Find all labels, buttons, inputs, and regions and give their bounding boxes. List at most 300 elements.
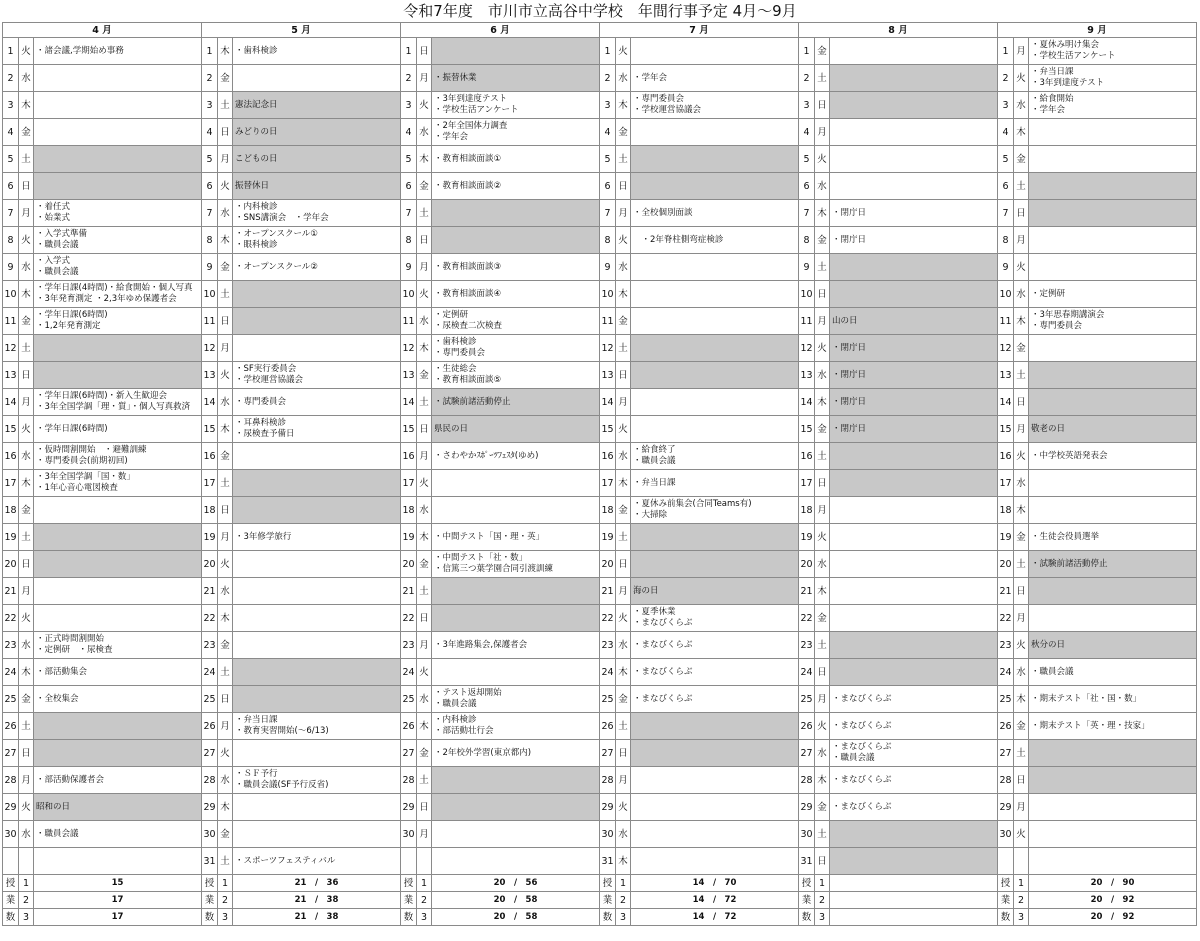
month-header: 5 月 bbox=[202, 23, 401, 38]
day-number: 15 bbox=[3, 416, 19, 443]
day-number: 5 bbox=[401, 146, 417, 173]
weekday: 金 bbox=[815, 794, 830, 821]
day-number: 20 bbox=[998, 551, 1014, 578]
event-cell: ・試験前諸活動停止 bbox=[1029, 551, 1197, 578]
day-number: 25 bbox=[799, 686, 815, 713]
day-row bbox=[3, 686, 1197, 713]
event-cell: ・諸会議,学期始め事務 bbox=[34, 38, 202, 65]
weekday: 木 bbox=[616, 848, 631, 875]
weekday: 金 bbox=[417, 551, 432, 578]
weekday: 火 bbox=[19, 416, 34, 443]
day-number: 10 bbox=[3, 281, 19, 308]
weekday: 水 bbox=[19, 821, 34, 848]
day-number: 26 bbox=[998, 713, 1014, 740]
event-cell bbox=[432, 848, 600, 875]
weekday: 水 bbox=[616, 65, 631, 92]
event-cell bbox=[34, 551, 202, 578]
weekday: 月 bbox=[815, 497, 830, 524]
day-number: 21 bbox=[202, 578, 218, 605]
day-number: 28 bbox=[202, 767, 218, 794]
event-cell: ・内科検診 ・SNS講演会 ・学年会 bbox=[233, 200, 401, 227]
day-number: 24 bbox=[401, 659, 417, 686]
weekday: 火 bbox=[218, 362, 233, 389]
weekday: 水 bbox=[1014, 470, 1029, 497]
event-cell: ・入学式準備 ・職員会議 bbox=[34, 227, 202, 254]
day-number: 2 bbox=[998, 65, 1014, 92]
event-cell: ・3年到達度テスト ・学校生活アンケート bbox=[432, 92, 600, 119]
event-cell bbox=[830, 443, 998, 470]
weekday: 金 bbox=[1014, 524, 1029, 551]
day-number: 9 bbox=[202, 254, 218, 281]
weekday: 月 bbox=[1014, 38, 1029, 65]
day-number: 14 bbox=[998, 389, 1014, 416]
event-cell: ・閉庁日 bbox=[830, 362, 998, 389]
day-number: 7 bbox=[600, 200, 616, 227]
event-cell: ・まなびくらぶ bbox=[830, 794, 998, 821]
day-number: 3 bbox=[202, 92, 218, 119]
weekday: 月 bbox=[19, 389, 34, 416]
weekday: 金 bbox=[218, 443, 233, 470]
day-number: 23 bbox=[799, 632, 815, 659]
weekday: 木 bbox=[616, 470, 631, 497]
lesson-count-label: 数 bbox=[998, 909, 1014, 926]
event-cell: ・給食開始 ・学年会 bbox=[1029, 92, 1197, 119]
weekday: 土 bbox=[218, 659, 233, 686]
event-cell: ・生徒総会 ・教育相談面談⑤ bbox=[432, 362, 600, 389]
day-number: 30 bbox=[202, 821, 218, 848]
weekday: 金 bbox=[815, 227, 830, 254]
event-cell bbox=[830, 38, 998, 65]
weekday: 水 bbox=[218, 200, 233, 227]
weekday: 日 bbox=[417, 38, 432, 65]
day-number: 13 bbox=[202, 362, 218, 389]
grade-number: 3 bbox=[616, 909, 631, 926]
weekday: 火 bbox=[1014, 821, 1029, 848]
event-cell bbox=[34, 497, 202, 524]
lesson-count-value: 20 / 58 bbox=[432, 892, 600, 909]
lesson-count-label: 授 bbox=[799, 875, 815, 892]
day-number: 8 bbox=[3, 227, 19, 254]
day-number: 22 bbox=[799, 605, 815, 632]
weekday bbox=[1014, 848, 1029, 875]
weekday: 土 bbox=[417, 389, 432, 416]
weekday: 日 bbox=[815, 848, 830, 875]
event-cell: 敬老の日 bbox=[1029, 416, 1197, 443]
day-number: 17 bbox=[799, 470, 815, 497]
day-number: 3 bbox=[799, 92, 815, 119]
weekday: 火 bbox=[417, 281, 432, 308]
day-number: 26 bbox=[3, 713, 19, 740]
event-cell: ・期末テスト「社・国・数」 bbox=[1029, 686, 1197, 713]
weekday: 土 bbox=[1014, 740, 1029, 767]
day-number: 22 bbox=[3, 605, 19, 632]
day-number: 19 bbox=[202, 524, 218, 551]
day-number: 11 bbox=[799, 308, 815, 335]
event-cell: ・まなびくらぶ ・職員会議 bbox=[830, 740, 998, 767]
day-number: 12 bbox=[998, 335, 1014, 362]
weekday: 水 bbox=[417, 308, 432, 335]
grade-number: 1 bbox=[19, 875, 34, 892]
event-cell bbox=[233, 308, 401, 335]
weekday: 木 bbox=[218, 605, 233, 632]
event-cell bbox=[830, 146, 998, 173]
event-cell: ・教育相談面談④ bbox=[432, 281, 600, 308]
day-number: 6 bbox=[998, 173, 1014, 200]
day-number: 4 bbox=[799, 119, 815, 146]
day-number: 24 bbox=[600, 659, 616, 686]
day-number: 22 bbox=[202, 605, 218, 632]
day-number: 12 bbox=[401, 335, 417, 362]
event-cell: ・仮時間割開始 ・避難訓練 ・専門委員会(前期初回) bbox=[34, 443, 202, 470]
day-number: 9 bbox=[799, 254, 815, 281]
month-header: 7 月 bbox=[600, 23, 799, 38]
day-number: 3 bbox=[600, 92, 616, 119]
event-cell bbox=[34, 578, 202, 605]
day-number: 31 bbox=[600, 848, 616, 875]
day-number: 7 bbox=[3, 200, 19, 227]
event-cell: ・3年進路集会,保護者会 bbox=[432, 632, 600, 659]
weekday: 金 bbox=[1014, 335, 1029, 362]
event-cell: ・給食終了 ・職員会議 bbox=[631, 443, 799, 470]
event-cell: ・教育相談面談① bbox=[432, 146, 600, 173]
weekday: 土 bbox=[218, 92, 233, 119]
grade-number: 1 bbox=[616, 875, 631, 892]
day-number: 21 bbox=[998, 578, 1014, 605]
day-number: 20 bbox=[202, 551, 218, 578]
day-number: 25 bbox=[998, 686, 1014, 713]
day-number: 8 bbox=[799, 227, 815, 254]
weekday: 金 bbox=[616, 308, 631, 335]
day-row bbox=[3, 848, 1197, 875]
event-cell bbox=[233, 821, 401, 848]
event-cell bbox=[631, 335, 799, 362]
weekday: 月 bbox=[218, 146, 233, 173]
weekday: 土 bbox=[815, 65, 830, 92]
weekday: 木 bbox=[1014, 308, 1029, 335]
event-cell: ・弁当日課 bbox=[631, 470, 799, 497]
lesson-count-label: 数 bbox=[401, 909, 417, 926]
weekday: 水 bbox=[616, 821, 631, 848]
day-number: 30 bbox=[401, 821, 417, 848]
event-cell: 海の日 bbox=[631, 578, 799, 605]
day-number bbox=[998, 848, 1014, 875]
day-number: 1 bbox=[401, 38, 417, 65]
event-cell bbox=[432, 578, 600, 605]
lesson-count-label: 数 bbox=[202, 909, 218, 926]
day-number: 26 bbox=[600, 713, 616, 740]
day-number: 29 bbox=[401, 794, 417, 821]
event-cell: ・試験前諸活動停止 bbox=[432, 389, 600, 416]
event-cell: こどもの日 bbox=[233, 146, 401, 173]
day-number: 16 bbox=[600, 443, 616, 470]
weekday: 金 bbox=[616, 686, 631, 713]
day-number: 5 bbox=[3, 146, 19, 173]
event-cell: ・弁当日課 ・3年到達度テスト bbox=[1029, 65, 1197, 92]
weekday: 土 bbox=[616, 524, 631, 551]
weekday: 水 bbox=[218, 578, 233, 605]
day-number: 23 bbox=[600, 632, 616, 659]
event-cell: ・入学式 ・職員会議 bbox=[34, 254, 202, 281]
day-number: 9 bbox=[401, 254, 417, 281]
day-number: 22 bbox=[401, 605, 417, 632]
event-cell bbox=[1029, 740, 1197, 767]
event-cell bbox=[631, 308, 799, 335]
weekday: 金 bbox=[19, 686, 34, 713]
day-number: 2 bbox=[401, 65, 417, 92]
weekday: 火 bbox=[417, 92, 432, 119]
weekday: 日 bbox=[19, 173, 34, 200]
weekday: 土 bbox=[616, 146, 631, 173]
weekday: 水 bbox=[218, 389, 233, 416]
weekday: 土 bbox=[218, 848, 233, 875]
weekday: 日 bbox=[218, 119, 233, 146]
weekday: 水 bbox=[417, 686, 432, 713]
event-cell: 憲法記念日 bbox=[233, 92, 401, 119]
event-cell bbox=[1029, 821, 1197, 848]
day-number: 23 bbox=[998, 632, 1014, 659]
weekday: 月 bbox=[417, 254, 432, 281]
weekday: 金 bbox=[417, 362, 432, 389]
day-number: 24 bbox=[3, 659, 19, 686]
day-number: 12 bbox=[202, 335, 218, 362]
weekday: 月 bbox=[218, 335, 233, 362]
day-number: 11 bbox=[998, 308, 1014, 335]
day-number: 13 bbox=[998, 362, 1014, 389]
event-cell bbox=[1029, 794, 1197, 821]
day-number: 18 bbox=[202, 497, 218, 524]
day-number: 10 bbox=[401, 281, 417, 308]
month-header: 8 月 bbox=[799, 23, 998, 38]
event-cell bbox=[830, 848, 998, 875]
day-number: 20 bbox=[799, 551, 815, 578]
day-row bbox=[3, 497, 1197, 524]
lesson-count-label: 数 bbox=[799, 909, 815, 926]
weekday: 水 bbox=[616, 443, 631, 470]
weekday: 水 bbox=[616, 254, 631, 281]
weekday: 土 bbox=[417, 578, 432, 605]
day-row bbox=[3, 200, 1197, 227]
weekday: 金 bbox=[1014, 713, 1029, 740]
day-number: 3 bbox=[401, 92, 417, 119]
lesson-count-label: 業 bbox=[799, 892, 815, 909]
weekday: 火 bbox=[19, 605, 34, 632]
event-cell bbox=[631, 740, 799, 767]
lesson-count-label: 数 bbox=[3, 909, 19, 926]
event-cell bbox=[233, 443, 401, 470]
grade-number: 2 bbox=[616, 892, 631, 909]
day-number: 18 bbox=[998, 497, 1014, 524]
event-cell bbox=[1029, 848, 1197, 875]
event-cell bbox=[34, 713, 202, 740]
event-cell: ・夏休み前集会(合同Teams有) ・大掃除 bbox=[631, 497, 799, 524]
event-cell bbox=[432, 227, 600, 254]
weekday: 木 bbox=[218, 416, 233, 443]
weekday: 木 bbox=[815, 578, 830, 605]
event-cell: ・耳鼻科検診 ・尿検査予備日 bbox=[233, 416, 401, 443]
weekday: 金 bbox=[815, 38, 830, 65]
weekday: 月 bbox=[815, 308, 830, 335]
weekday: 金 bbox=[616, 497, 631, 524]
day-number: 2 bbox=[3, 65, 19, 92]
lesson-count-label: 業 bbox=[401, 892, 417, 909]
lesson-count-label: 業 bbox=[3, 892, 19, 909]
event-cell bbox=[1029, 470, 1197, 497]
weekday: 金 bbox=[19, 119, 34, 146]
grade-number: 1 bbox=[815, 875, 830, 892]
weekday: 月 bbox=[815, 119, 830, 146]
day-number: 2 bbox=[600, 65, 616, 92]
event-cell: ・閉庁日 bbox=[830, 335, 998, 362]
weekday: 月 bbox=[1014, 794, 1029, 821]
event-cell bbox=[34, 524, 202, 551]
day-row bbox=[3, 362, 1197, 389]
weekday: 木 bbox=[417, 335, 432, 362]
weekday: 土 bbox=[19, 335, 34, 362]
event-cell: ・まなびくらぶ bbox=[830, 767, 998, 794]
lesson-count-label: 業 bbox=[600, 892, 616, 909]
weekday: 金 bbox=[218, 254, 233, 281]
event-cell bbox=[631, 551, 799, 578]
event-cell bbox=[1029, 389, 1197, 416]
month-header: 6 月 bbox=[401, 23, 600, 38]
event-cell: 振替休日 bbox=[233, 173, 401, 200]
month-header: 4 月 bbox=[3, 23, 202, 38]
event-cell: ・3年全国学調「国・数」 ・1年心音心電図検査 bbox=[34, 470, 202, 497]
lesson-count-value: 17 bbox=[34, 909, 202, 926]
page-title: 令和7年度 市川市立高谷中学校 年間行事予定 4月～9月 bbox=[403, 2, 797, 20]
weekday: 日 bbox=[815, 659, 830, 686]
day-number: 21 bbox=[401, 578, 417, 605]
event-cell bbox=[34, 173, 202, 200]
event-cell bbox=[432, 38, 600, 65]
event-cell: ・全校集会 bbox=[34, 686, 202, 713]
lesson-count-value: 15 bbox=[34, 875, 202, 892]
event-cell: ・職員会議 bbox=[1029, 659, 1197, 686]
event-cell: ・中間テスト「社・数」 ・信篤三つ葉学園合同引渡訓練 bbox=[432, 551, 600, 578]
event-cell bbox=[830, 578, 998, 605]
weekday: 火 bbox=[616, 605, 631, 632]
event-cell bbox=[1029, 119, 1197, 146]
lesson-count-row bbox=[3, 875, 1197, 892]
day-row bbox=[3, 443, 1197, 470]
day-number: 25 bbox=[3, 686, 19, 713]
day-number: 10 bbox=[998, 281, 1014, 308]
day-number: 6 bbox=[202, 173, 218, 200]
event-cell: ・夏季休業 ・まなびくらぶ bbox=[631, 605, 799, 632]
day-row bbox=[3, 551, 1197, 578]
day-number: 7 bbox=[998, 200, 1014, 227]
lesson-count-value: 21 / 38 bbox=[233, 892, 401, 909]
event-cell bbox=[233, 551, 401, 578]
event-cell: ・内科検診 ・部活動壮行会 bbox=[432, 713, 600, 740]
weekday: 土 bbox=[19, 713, 34, 740]
day-number: 27 bbox=[401, 740, 417, 767]
day-number: 15 bbox=[202, 416, 218, 443]
weekday: 土 bbox=[815, 821, 830, 848]
day-number: 16 bbox=[202, 443, 218, 470]
weekday: 水 bbox=[616, 632, 631, 659]
weekday: 土 bbox=[616, 335, 631, 362]
day-number: 11 bbox=[3, 308, 19, 335]
weekday: 木 bbox=[1014, 119, 1029, 146]
event-cell bbox=[1029, 335, 1197, 362]
event-cell bbox=[34, 335, 202, 362]
event-cell: ・正式時間割開始 ・定例研 ・尿検査 bbox=[34, 632, 202, 659]
lesson-count-value bbox=[830, 892, 998, 909]
weekday: 木 bbox=[616, 92, 631, 119]
day-row bbox=[3, 308, 1197, 335]
day-number: 4 bbox=[600, 119, 616, 146]
weekday: 日 bbox=[417, 416, 432, 443]
day-number: 29 bbox=[600, 794, 616, 821]
day-number: 8 bbox=[401, 227, 417, 254]
weekday: 月 bbox=[218, 524, 233, 551]
day-number: 12 bbox=[600, 335, 616, 362]
weekday: 水 bbox=[19, 254, 34, 281]
event-cell bbox=[631, 389, 799, 416]
lesson-count-label: 業 bbox=[998, 892, 1014, 909]
weekday: 火 bbox=[1014, 254, 1029, 281]
event-cell: ・閉庁日 bbox=[830, 416, 998, 443]
day-number: 3 bbox=[3, 92, 19, 119]
event-cell bbox=[432, 767, 600, 794]
event-cell: ・夏休み明け集会 ・学校生活アンケート bbox=[1029, 38, 1197, 65]
weekday: 金 bbox=[218, 65, 233, 92]
grade-number: 1 bbox=[417, 875, 432, 892]
event-cell: ・期末テスト「英・理・技家」 bbox=[1029, 713, 1197, 740]
day-number: 7 bbox=[202, 200, 218, 227]
event-cell: ・まなびくらぶ bbox=[631, 686, 799, 713]
weekday: 月 bbox=[417, 65, 432, 92]
day-number: 25 bbox=[600, 686, 616, 713]
grade-number: 3 bbox=[19, 909, 34, 926]
day-number: 13 bbox=[600, 362, 616, 389]
grade-number: 2 bbox=[218, 892, 233, 909]
event-cell: ・オープンスクール② bbox=[233, 254, 401, 281]
day-number: 17 bbox=[202, 470, 218, 497]
month-header: 9 月 bbox=[998, 23, 1197, 38]
day-row bbox=[3, 659, 1197, 686]
weekday: 月 bbox=[815, 686, 830, 713]
event-cell bbox=[233, 632, 401, 659]
event-cell: ・学年会 bbox=[631, 65, 799, 92]
weekday: 木 bbox=[1014, 497, 1029, 524]
event-cell bbox=[830, 497, 998, 524]
day-number: 28 bbox=[998, 767, 1014, 794]
day-number: 29 bbox=[998, 794, 1014, 821]
event-cell bbox=[432, 605, 600, 632]
day-row bbox=[3, 470, 1197, 497]
event-cell: ・教育相談面談③ bbox=[432, 254, 600, 281]
event-cell bbox=[631, 524, 799, 551]
lesson-count-label: 授 bbox=[600, 875, 616, 892]
day-row bbox=[3, 713, 1197, 740]
day-number: 29 bbox=[202, 794, 218, 821]
day-number: 13 bbox=[401, 362, 417, 389]
event-cell bbox=[233, 794, 401, 821]
event-cell: ・3年修学旅行 bbox=[233, 524, 401, 551]
day-number: 29 bbox=[3, 794, 19, 821]
event-cell bbox=[631, 362, 799, 389]
day-number: 10 bbox=[799, 281, 815, 308]
event-cell bbox=[34, 605, 202, 632]
day-number: 27 bbox=[202, 740, 218, 767]
event-cell bbox=[233, 470, 401, 497]
weekday: 火 bbox=[616, 38, 631, 65]
day-row bbox=[3, 92, 1197, 119]
day-number: 16 bbox=[3, 443, 19, 470]
event-cell: 山の日 bbox=[830, 308, 998, 335]
